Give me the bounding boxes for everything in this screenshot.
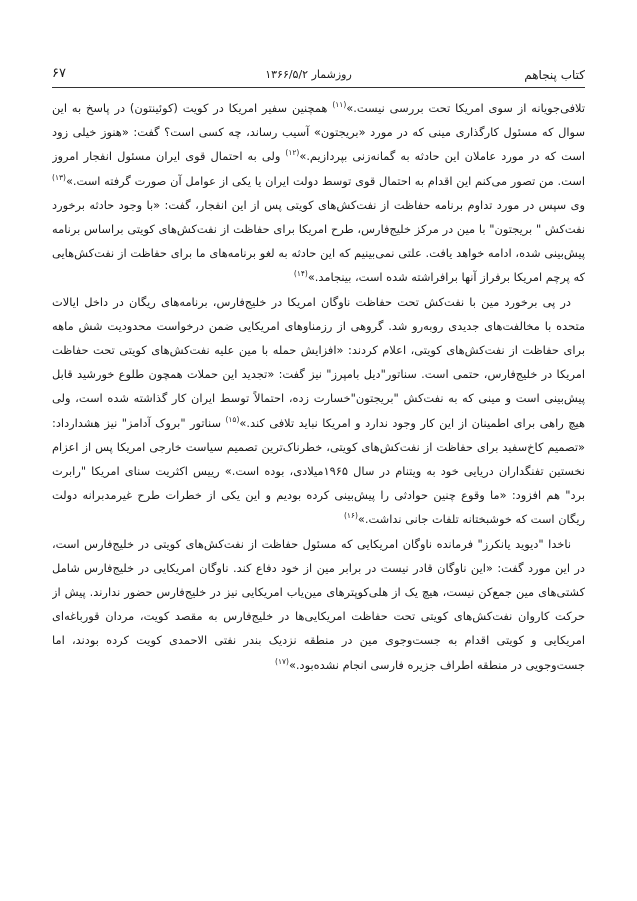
footnote-ref: (۱۵) bbox=[225, 414, 240, 424]
page-header bbox=[52, 66, 585, 88]
footnote-ref: (۱۱) bbox=[332, 100, 347, 109]
footnote-ref: (۱۷) bbox=[275, 656, 289, 666]
body-text bbox=[52, 96, 585, 876]
text-segment: وی سپس در مورد تداوم برنامه حفاظت از نفت‌کش‌های کویتی پس از این انفجار، گفت: «با وجود حادثه برخورد نفت‌کش " بریجتون" با مین در مرکز خلیج‌فارس، طرح امریکا برای حفاظت از نفت‌کش‌های کویتی براساس برنامه پیش‌بینی شده، ادامه خواهد یافت. علتی نمی‌بینیم که این حادثه به لغو برنامه‌های ما برای حفاظت از نفت‌کش‌هایی که پرچم امریکا برفراز آنها برافراشته شده است، بینجامد.» bbox=[52, 197, 585, 285]
text-segment: تلافی‌جویانه از سوی امریکا تحت بررسی نیست.» bbox=[346, 101, 585, 115]
paragraph bbox=[52, 290, 585, 532]
header-rule bbox=[52, 87, 585, 88]
paragraph bbox=[52, 96, 585, 290]
text-segment: ولی به احتمال قوی ایران مسئول انفجار امروز است. من تصور می‌کنم این اقدام به احتمال قوی توسط دولت ایران یا یکی از عوامل آن صورت گرفته است.» bbox=[52, 149, 585, 188]
footnote-ref: (۱۶) bbox=[343, 511, 358, 521]
footnote-ref: (۱۴) bbox=[293, 269, 308, 279]
footnote-ref: (۱۳) bbox=[52, 172, 66, 182]
text-segment: ناخدا "دیوید یانکرز" فرمانده ناوگان امریکایی که مسئول حفاظت از نفت‌کش‌های کویتی در خلیج‌فارس است، در این مورد گفت: «این ناوگان قادر نیست در برابر مین از خود دفاع کند. ناوگان امریکایی در خلیج‌فارس شامل کشتی‌های مین جمع‌کن نیست، هیچ یک از هلی‌کوپترهای مین‌یاب امریکایی نیز در خلیج‌فارس حضور ندارند. پیش از حرکت کاروان نفت‌کش‌های کویتی تحت حفاظت امریکایی‌ها در خلیج‌فارس به مقصد کویت، مردان قورباغه‌ای امریکایی و کویتی اقدام به جست‌وجوی مین در منطقه نزدیک بندر نفتی الاحمدی کویت کرده بودند، اما جست‌وجویی در منطقه اطراف جزیره فارسی انجام نشده‌بود.» bbox=[52, 536, 585, 672]
paragraph bbox=[52, 532, 585, 677]
page-number: ۶۷ bbox=[52, 66, 66, 81]
text-segment: در پی برخورد مین با نفت‌کش تحت حفاظت ناوگان امریکا در خلیج‌فارس، برنامه‌های ریگان در داخل ایالات متحده با مخالفت‌های جدیدی روبه‌رو شد. گروهی از رزمناوهای امریکایی ضمن درخواست محدودیت شش ماهه برای حفاظت از نفت‌کش‌های کویتی، اعلام کردند: «افزایش حمله با مین علیه نفت‌کش‌های کویتی تحت حفاظت امریکا در خلیج‌فارس، حتمی است. سناتور"دیل بامپرز" نیز گفت: «تجدید این حملات همچون طلوع خورشید قابل پیش‌بینی است و مینی که به نفت‌کش "بریجتون"خسارت زده، احتمالاً توسط ایران کار گذاشته شده است، ولی هیچ راهی برای اطمینان از این کار وجود ندارد و امریکا نباید تلافی کند.» bbox=[52, 294, 585, 430]
text-segment: همچنین سفیر امریکا در کویت (کوئینتون) در پاسخ به این سوال که مسئول کارگذاری مینی که در مورد «بریجتون» آسیب رساند، چه کسی است؟ گفت: «هنوز خیلی زود است که در مورد عاملان این حادثه به گمانه‌زنی بپردازیم.» bbox=[52, 101, 585, 164]
text-segment: سناتور "بروک آدامز" نیز هشدارداد: «تصمیم کاخ‌سفید برای حفاظت از نفت‌کش‌های کویتی، خطرناک‌ترین تصمیم سیاست خارجی امریکا پس از اعزام نخستین تفنگداران دریایی خود به ویتنام در سال ۱۹۶۵میلادی، بوده است.» رییس اکثریت سنای امریکا "رابرت برد" هم افزود: «ما وقوع چنین حوادثی را پیش‌بینی کرده بودیم و این یکی از خطرات طرح غیرمدبرانه دولت ریگان است که خوشبختانه تلفات جانی نداشت.» bbox=[52, 415, 585, 527]
date-line: روزشمار ۱۳۶۶/۵/۲ bbox=[265, 68, 352, 81]
footnote-ref: (۱۲) bbox=[285, 148, 300, 158]
book-title: کتاب پنجاهم bbox=[524, 68, 585, 82]
